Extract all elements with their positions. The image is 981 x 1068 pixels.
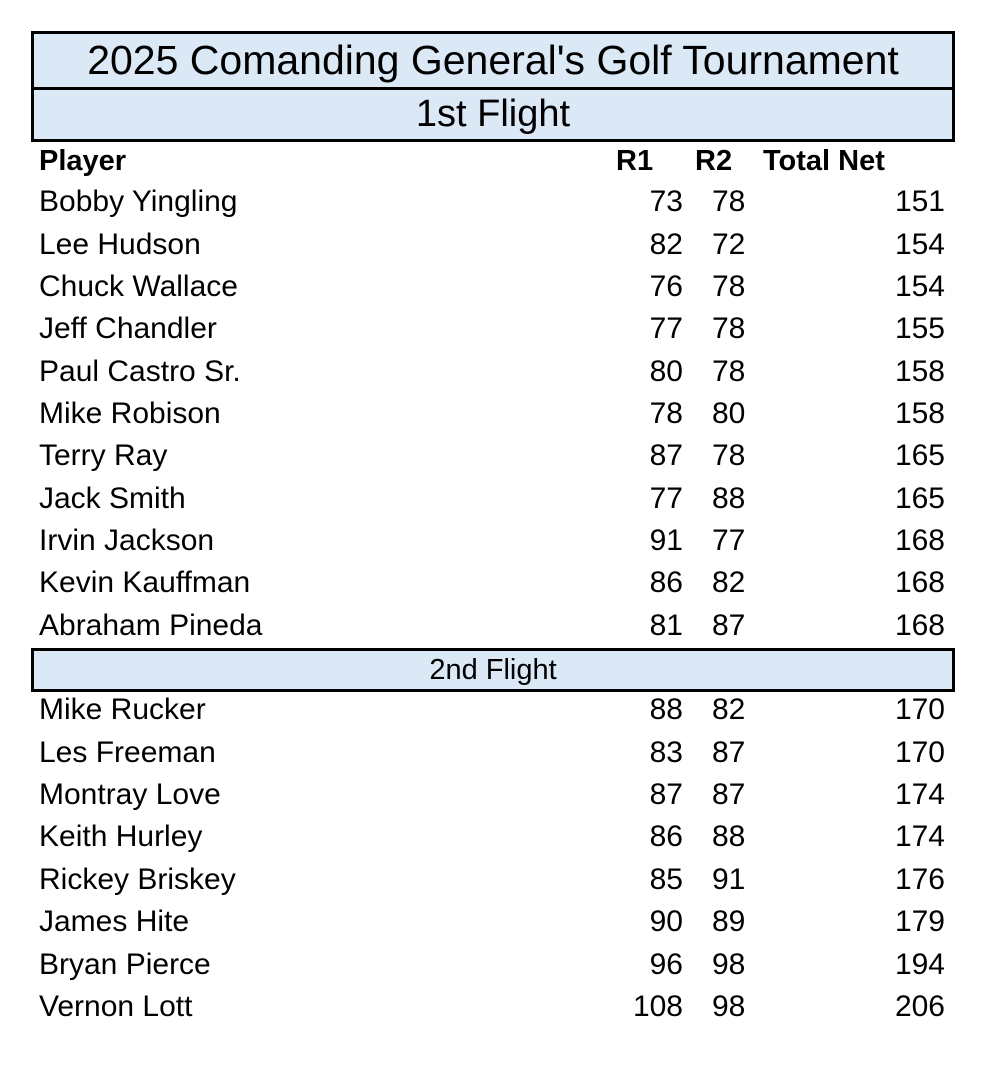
table-row — [0, 986, 981, 1028]
round-2-score: 78 — [712, 270, 746, 303]
flight-1-header: 1st Flight — [31, 87, 955, 142]
total-net-score: 165 — [894, 482, 945, 515]
player-name: James Hite — [39, 905, 190, 938]
table-row — [0, 266, 981, 308]
round-1-score: 78 — [649, 397, 683, 430]
round-2-score: 72 — [712, 228, 746, 261]
header-r2: R2 — [695, 145, 733, 177]
round-2-score: 82 — [712, 693, 746, 726]
table-row — [0, 478, 981, 520]
total-net-score: 165 — [894, 439, 945, 472]
round-1-score: 86 — [649, 566, 683, 599]
round-2-score: 88 — [712, 482, 746, 515]
total-net-score: 170 — [894, 693, 945, 726]
round-2-score: 88 — [712, 820, 746, 853]
round-1-score: 87 — [649, 439, 683, 472]
round-2-score: 78 — [712, 355, 746, 388]
player-name: Jeff Chandler — [39, 312, 217, 345]
table-row — [0, 224, 981, 266]
total-net-score: 168 — [894, 524, 945, 557]
total-net-score: 168 — [894, 609, 945, 642]
round-1-score: 86 — [649, 820, 683, 853]
round-2-score: 87 — [712, 609, 746, 642]
player-name: Abraham Pineda — [39, 609, 263, 642]
column-header-row — [0, 140, 981, 182]
table-row — [0, 520, 981, 562]
round-2-score: 87 — [712, 778, 746, 811]
player-name: Bobby Yingling — [39, 185, 238, 218]
round-1-score: 88 — [649, 693, 683, 726]
player-name: Terry Ray — [39, 439, 168, 472]
player-name: Mike Robison — [39, 397, 221, 430]
total-net-score: 158 — [894, 355, 945, 388]
round-1-score: 83 — [649, 736, 683, 769]
table-row — [0, 901, 981, 943]
round-2-score: 78 — [712, 185, 746, 218]
total-net-score: 168 — [894, 566, 945, 599]
round-2-score: 82 — [712, 566, 746, 599]
table-row — [0, 562, 981, 604]
player-name: Lee Hudson — [39, 228, 201, 261]
round-1-score: 77 — [649, 312, 683, 345]
round-2-score: 98 — [712, 948, 746, 981]
total-net-score: 174 — [894, 820, 945, 853]
round-1-score: 81 — [649, 609, 683, 642]
round-1-score: 90 — [649, 905, 683, 938]
table-row — [0, 181, 981, 223]
flight-2-header: 2nd Flight — [31, 648, 955, 692]
total-net-score: 154 — [894, 228, 945, 261]
header-player: Player — [39, 145, 127, 177]
round-1-score: 85 — [649, 863, 683, 896]
player-name: Kevin Kauffman — [39, 566, 251, 599]
round-1-score: 76 — [649, 270, 683, 303]
round-2-score: 78 — [712, 439, 746, 472]
table-row — [0, 816, 981, 858]
player-name: Keith Hurley — [39, 820, 203, 853]
round-2-score: 78 — [712, 312, 746, 345]
total-net-score: 194 — [894, 948, 945, 981]
round-2-score: 77 — [712, 524, 746, 557]
table-row — [0, 351, 981, 393]
player-name: Bryan Pierce — [39, 948, 211, 981]
player-name: Jack Smith — [39, 482, 186, 515]
player-name: Chuck Wallace — [39, 270, 238, 303]
total-net-score: 206 — [894, 990, 945, 1023]
total-net-score: 170 — [894, 736, 945, 769]
total-net-score: 174 — [894, 778, 945, 811]
player-name: Mike Rucker — [39, 693, 206, 726]
round-2-score: 87 — [712, 736, 746, 769]
round-1-score: 87 — [649, 778, 683, 811]
table-row — [0, 308, 981, 350]
player-name: Les Freeman — [39, 736, 216, 769]
table-row — [0, 859, 981, 901]
header-total-net: Total Net — [763, 145, 885, 177]
total-net-score: 151 — [894, 185, 945, 218]
table-row — [0, 732, 981, 774]
player-name: Vernon Lott — [39, 990, 193, 1023]
round-1-score: 96 — [649, 948, 683, 981]
round-2-score: 89 — [712, 905, 746, 938]
table-row — [0, 689, 981, 731]
table-row — [0, 605, 981, 647]
player-name: Irvin Jackson — [39, 524, 215, 557]
table-row — [0, 774, 981, 816]
round-1-score: 80 — [649, 355, 683, 388]
total-net-score: 179 — [894, 905, 945, 938]
round-2-score: 91 — [712, 863, 746, 896]
player-name: Paul Castro Sr. — [39, 355, 241, 388]
total-net-score: 176 — [894, 863, 945, 896]
tournament-title: 2025 Comanding General's Golf Tournament — [31, 31, 955, 90]
player-name: Montray Love — [39, 778, 221, 811]
round-1-score: 108 — [632, 990, 683, 1023]
total-net-score: 155 — [894, 312, 945, 345]
table-row — [0, 944, 981, 986]
round-1-score: 73 — [649, 185, 683, 218]
round-2-score: 98 — [712, 990, 746, 1023]
header-r1: R1 — [616, 145, 654, 177]
table-row — [0, 435, 981, 477]
round-1-score: 82 — [649, 228, 683, 261]
total-net-score: 158 — [894, 397, 945, 430]
table-row — [0, 393, 981, 435]
round-1-score: 77 — [649, 482, 683, 515]
total-net-score: 154 — [894, 270, 945, 303]
round-2-score: 80 — [712, 397, 746, 430]
player-name: Rickey Briskey — [39, 863, 236, 896]
round-1-score: 91 — [649, 524, 683, 557]
